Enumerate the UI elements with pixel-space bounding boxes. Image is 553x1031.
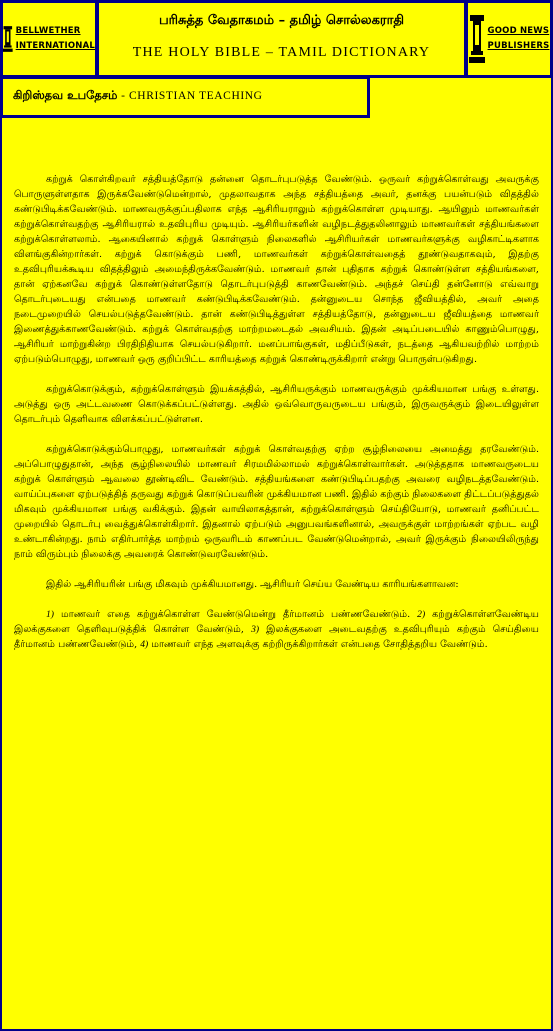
task-number: 1)	[46, 609, 54, 620]
good-news-logo-text: GOOD NEWS PUBLISHERS	[487, 26, 550, 51]
paragraph-4: இதில் ஆசிரியரின் பங்கு மிகவும் முக்கியமானது. ஆசிரியர் செய்ய வேண்டிய காரியங்களாவன:	[46, 579, 459, 590]
paragraph-1: கற்றுக் கொள்கிறவர் சத்தியத்தோடு தன்னை தொடர்புபடுத்த வேண்டும். ஒருவர் கற்றுக்கொள்வது அவருக்கு பொருளுள்ளதாக இருக்கவேண்டுமென்றால், முதலாவதாக அந்த சத்தியத்தை அவர், தனக்கு பயன்படும் விதத்தில் கண்டுபிடிக்கவேண்டும். மாணவருக்குப்பதிலாக எந்த ஆசிரியராலும் கற்றுக்கொள்ள முடியாது. ஆயினும் மாணவர்கள் கற்றுக்கொள்வதற்கு ஆசிரியரால் உதவிபுரிய முடியும். ஆசிரியர்களின் வழிநடத்துதலினாலும் மாணவர்கள் சத்தியங்களை கற்றுக்கொள்ளலாம். ஆகையினால் கற்றுக் கொள்ளும் நிலைகளில் ஆசிரியர்கள் மாணவர்களுக்கு வழிகாட்டிகளாக விளங்குகின்றார்கள். கற்றுக் கொடுக்கும் பணி, மாணவர்கள் கற்றுக்கொள்வதைத் தூண்டுவதாகவும், இதற்கு உதவிபுரியக்கூடிய விதத்திலும் அமைந்திருக்கவேண்டும். மாணவர் தான் புதிதாக கற்றுக் கொண்டுள்ள சத்தியங்களை, தான் ஏற்கனவே கற்றுக் கொண்டுள்ளதோடு தொடர்புபடுத்தி காணவேண்டும். அந்தச் செய்தி தன்னோடு எவ்வாறு தொடர்புடையது என்பதை மாணவர் கண்டுபிடிக்கவேண்டும். தன்னுடைய சொந்த ஜீவியத்தில், அவர் அதை நடைமுறையில் செயல்படுத்தவேண்டும். தான் கண்டுபிடித்துள்ள சத்தியத்தோடு, தன்னுடைய ஜீவியத்தை மாணவர் இணைத்துக்காணவேண்டும். கற்றுக் கொள்வதற்கு மாற்றமடைதல் அவசியம். இதன் அடிப்படையில் காணும்பொழுது, ஆசிரியர் மாற்றுகின்ற பிரதிநிதியாக செயல்படுகிறார். மனப்பாங்குகள், மதிப்பீடுகள், நடத்தை ஆகியவற்றில் மாற்றம் ஏற்படும்பொழுது, மாணவர் ஒரு குறிப்பிட்ட காரியத்தை கற்றுக் கொண்டிருக்கிறார் என்று பொருள்படுகிறது.	[14, 174, 539, 365]
task-number: 2)	[417, 609, 426, 620]
paragraph-2: கற்றுக்கொடுக்கும், கற்றுக்கொள்ளும் இயக்கத்தில், ஆசிரியருக்கும் மாணவருக்கும் முக்கியமான பங்கு உள்ளது. அடுத்து ஒரு அட்டவணை கொடுக்கப்பட்டுள்ளது. அதில் ஒவ்வொருவருடைய பங்கும், இருவருக்கும் இடையிலுள்ள தொடர்பும் தெளிவாக விளக்கப்பட்டுள்ளன.	[14, 384, 539, 425]
paragraph-3: கற்றுக்கொடுக்கும்பொழுது, மாணவர்கள் கற்றுக் கொள்வதற்கு ஏற்ற சூழ்நிலையை அமைத்து தரவேண்டும். அப்பொழுதுதான், அந்த சூழ்நிலையில் மாணவர் சிரமமில்லாமல் கற்றுக்கொள்வார்கள். அடுத்ததாக மாணவருடைய கற்றுக் கொள்ளும் ஆவலை தூண்டிவிட வேண்டும். சத்தியங்களை கண்டுபிடிப்பதற்கு அவரை வழிநடத்தவேண்டும். வாய்ப்புகளை ஏற்படுத்தித் தருவது கற்றுக் கொடுப்பவரின் முக்கியமான பணி. இதில் கற்கும் நிலைகளை திட்டப்படுத்துதல் மிகவும் முக்கியமான பங்கு வகிக்கும். இதன் வாயிலாகத்தான், கற்றுக்கொள்ளும் செய்தியோடு, மாணவர் தனிப்பட்ட முறையில் தொடர்பு வைத்துக்கொள்கிறார். இதனால் ஏற்படும் அனுபவங்களினால், அவருக்குள் மாற்றங்கள் ஏற்பட வழி உண்டாகின்றது. நாம் எதிர்பார்த்த மாற்றம் ஒருவரிடம் காணப்பட வேண்டுமென்றால், அவர் இருக்கும் நிலையிலிருந்து நாம் விரும்பும் நிலைக்கு அவரைக் கொண்டுவரவேண்டும்.	[14, 444, 539, 560]
task-text: இலக்குகளை அடைவதற்கு உதவிபுரியும் கற்கும் செய்தியை தீர்மானம் பண்ணவேண்டும்,	[14, 624, 539, 650]
section-header-box	[0, 76, 370, 118]
bellwether-logo-text: BELLWETHER INTERNATIONAL	[15, 26, 95, 51]
task-number: 4)	[140, 639, 149, 650]
section-title-tamil: கிறிஸ்தவ உபதேசம்	[13, 88, 118, 102]
teacher-tasks-list	[14, 607, 539, 652]
book-stand-logo-icon	[469, 13, 485, 65]
section-title	[13, 88, 263, 104]
article-body	[14, 172, 539, 667]
page-title-english: THE HOLY BIBLE – TAMIL DICTIONARY	[132, 45, 431, 60]
bellwether-logo-box	[0, 0, 98, 78]
task-number: 3)	[251, 624, 260, 635]
task-text: கற்றுக்கொள்ளவேண்டிய இலக்குகளை தெளிவுபடுத்திக் கொள்ள வேண்டும்,	[14, 609, 539, 635]
title-box	[96, 0, 467, 78]
book-stand-logo-icon	[3, 13, 13, 65]
good-news-logo-box	[465, 0, 553, 78]
section-title-english: - CHRISTIAN TEACHING	[121, 90, 263, 102]
task-text: மாணவர் எந்த அளவுக்கு கற்றிருக்கிறார்கள் என்பதை சோதித்தறிய வேண்டும்.	[151, 639, 488, 650]
page-title-tamil: பரிசுத்த வேதாகமம் – தமிழ் சொல்லகராதி	[158, 13, 405, 28]
task-text: மாணவர் எதை கற்றுக்கொள்ள வேண்டுமென்று தீர்மானம் பண்ணவேண்டும்.	[61, 609, 411, 620]
